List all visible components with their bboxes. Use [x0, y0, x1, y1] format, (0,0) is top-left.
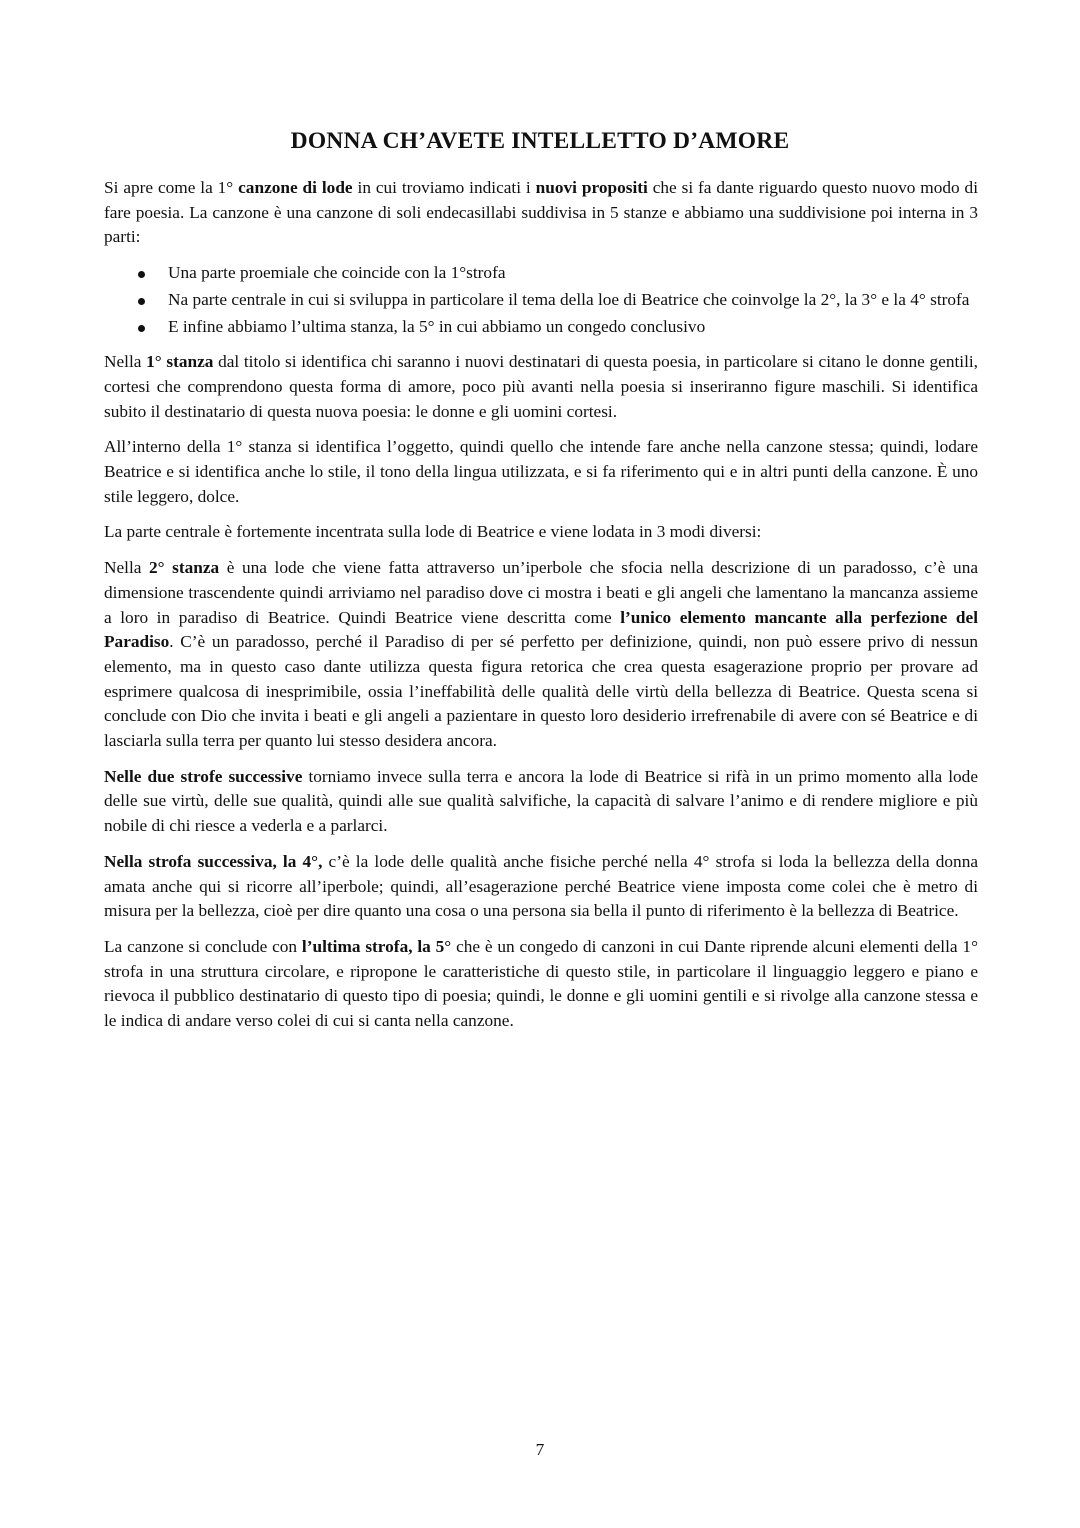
parts-list: [104, 261, 978, 339]
text-run: dal titolo si identifica chi saranno i nuovi destinatari di questa poesia, in particolare si citano le donne gentili, cortesi che comprendono questa forma di amore, poco più avanti nella poesia si inseriranno figure maschili. Si identifica subito il destinatario di questa nuova poesia: le donne e gli uomini cortesi.: [104, 352, 978, 421]
bold-text: 1° stanza: [146, 352, 214, 372]
bold-text: Nelle due strofe successive: [104, 766, 303, 786]
bullet-icon: [138, 271, 145, 278]
bullet-icon: [138, 298, 145, 305]
paragraph-fifth-strophe: [104, 935, 978, 1034]
text-run: è una lode che viene fatta attraverso un’iperbole che sfocia nella descrizione di un paradosso, c’è una dimensione trascendente quindi arriviamo nel paradiso dove ci mostra i beati e gli angeli che lamentano la mancanza assieme a loro in paradiso di Beatrice. Quindi Beatrice viene descritta come: [104, 558, 979, 627]
text-run: Nella: [104, 352, 147, 372]
bullet-icon: [138, 325, 145, 332]
text-run: c’è la lode delle qualità anche fisiche perché nella 4° strofa si loda la bellezza della donna amata anche qui si ricorre all’iperbole; quindi, all’esagerazione perché Beatrice viene imposta come colei che è metro di misura per la bellezza, cioè per dire quanto una cosa o una persona sia bella il punto di riferimento è la bellezza di Beatrice.: [104, 851, 979, 921]
text-run: Nella: [104, 558, 150, 578]
paragraph-central-part: La parte centrale è fortemente incentrata sulla lode di Beatrice e viene lodata in 3 modi diversi:: [104, 522, 762, 542]
list-item: [104, 261, 978, 286]
text-run: in cui troviamo indicati i: [352, 178, 536, 197]
bold-text: nuovi propositi: [535, 178, 648, 197]
text-run: Si apre come la 1°: [104, 178, 239, 197]
intro-paragraph: [104, 176, 978, 250]
text-run: che si fa dante riguardo questo nuovo modo di fare poesia. La canzone è una canzone di soli endecasillabi suddivisa in 5 stanze e abbiamo una suddivisione poi interna in 3 parti:: [104, 178, 978, 247]
bold-text: 2° stanza: [149, 558, 220, 578]
paragraph-first-stanza: [104, 350, 978, 424]
bold-text: l’ultima strofa, la 5°: [301, 936, 452, 956]
list-item-text: Na parte centrale in cui si sviluppa in particolare il tema della loe di Beatrice che coinvolge la 2°, la 3° e la 4° strofa: [168, 289, 970, 309]
text-run: La canzone si conclude con: [104, 936, 302, 956]
list-item: [104, 315, 978, 340]
paragraph-two-strophes: [104, 765, 978, 839]
paragraph-second-stanza: [104, 556, 978, 754]
page-number: 7: [535, 1440, 545, 1459]
text-run: . C’è un paradosso, perché il Paradiso di per sé perfetto per definizione, quindi, non può essere privo di nessun elemento, ma in questo caso dante utilizza questa figura retorica che crea questa esagerazione proprio per provare ad esprimere qualcosa di inesprimibile, ossia l’ineffabilità delle qualità delle virtù della bellezza di Beatrice. Questa scena si conclude con Dio che invita i beati e gli angeli a pazientare in questo loro desiderio irrefrenabile di avere con sé Beatrice e di lasciarla sulla terra per quanto lui stesso desidera ancora.: [104, 632, 978, 751]
bold-text: Nella strofa successiva, la 4°,: [104, 851, 323, 871]
paragraph-fourth-strophe: [104, 850, 978, 924]
bold-text: canzone di lode: [238, 178, 353, 197]
paragraph-object-style: All’interno della 1° stanza si identifica l’oggetto, quindi quello che intende fare anche nella canzone stessa; quindi, lodare Beatrice e si identifica anche lo stile, il tono della lingua utilizzata, e si fa riferimento qui e in altri punti della canzone. È uno stile leggero, dolce.: [104, 437, 978, 506]
text-run: torniamo invece sulla terra e ancora la lode di Beatrice si rifà in un primo momento alla lode delle sue virtù, delle sue qualità, quindi alle sue qualità salvifiche, la capacità di salvare l’animo e di rendere migliore e più nobile di chi riesce a vederla e a parlarci.: [104, 766, 978, 836]
list-item-text: Una parte proemiale che coincide con la 1°strofa: [168, 263, 506, 283]
list-item: [104, 288, 978, 313]
page-title: DONNA CH’AVETE INTELLETTO D’AMORE: [290, 128, 790, 154]
text-run: che è un congedo di canzoni in cui Dante riprende alcuni elementi della 1° strofa in una struttura circolare, e ripropone le caratteristiche di questo stile, in particolare il linguaggio leggero e piano e rievoca il pubblico destinatario di questo tipo di poesia; quindi, le donne e gli uomini gentili e si rivolge alla canzone stessa e le indica di andare verso colei di cui si canta nella canzone.: [104, 936, 978, 1031]
document-body: [104, 176, 978, 1045]
bold-text: l’unico elemento mancante alla perfezione del Paradiso: [104, 607, 979, 652]
list-item-text: E infine abbiamo l’ultima stanza, la 5° in cui abbiamo un congedo conclusivo: [168, 316, 706, 336]
